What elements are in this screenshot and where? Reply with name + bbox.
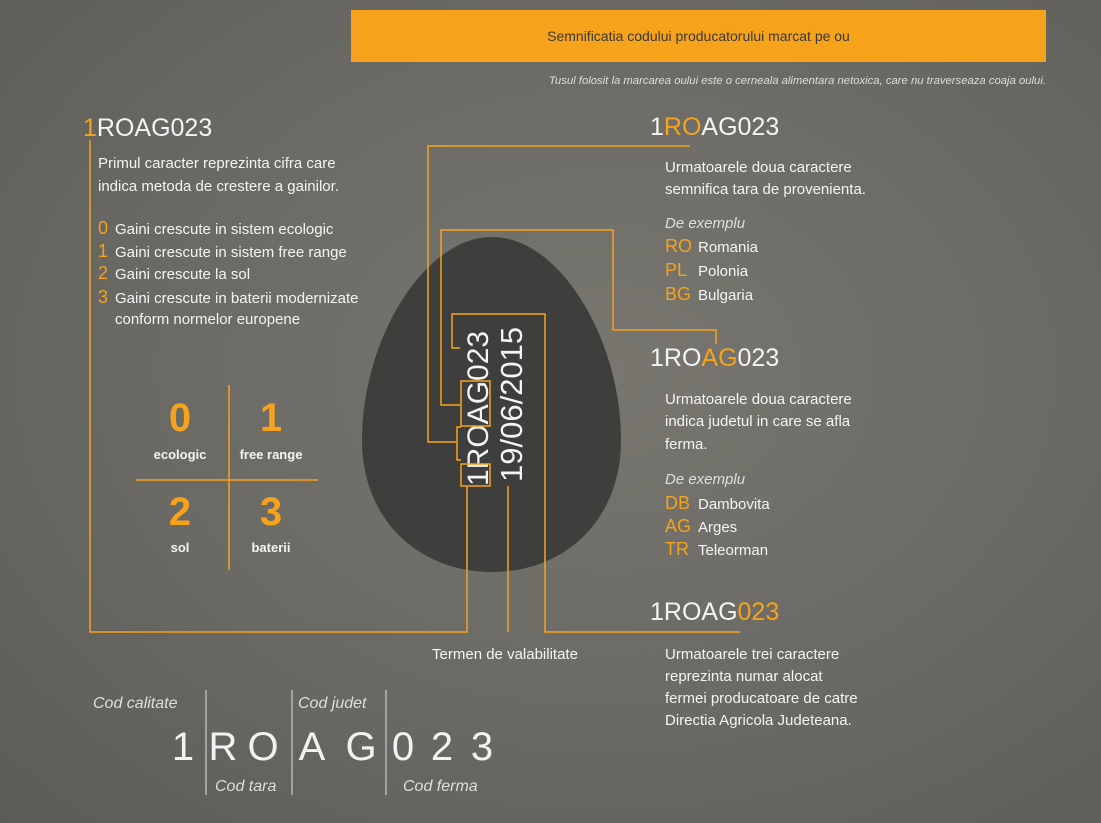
farm-description-line: Directia Agricola Judeteana. xyxy=(665,712,852,729)
method-digit: 3 xyxy=(98,287,109,307)
grid-digit-sol: 2 xyxy=(168,490,192,534)
farm-description-line: Urmatoarele trei caractere xyxy=(665,646,840,663)
country-code: BG xyxy=(665,284,692,304)
grid-label-baterii: baterii xyxy=(251,540,291,555)
heading-after: AG023 xyxy=(701,113,780,141)
legend-char: O xyxy=(247,725,279,769)
method-item xyxy=(98,262,250,286)
country-name: Polonia xyxy=(698,263,749,280)
farm-heading xyxy=(650,597,779,627)
egg-code-text: 1ROAG023 xyxy=(462,330,495,486)
country-example xyxy=(665,259,748,283)
heading-after: ROAG023 xyxy=(96,114,213,142)
heading-before: 1 xyxy=(650,113,664,141)
method-text: Gaini crescute in sistem ecologic xyxy=(115,221,334,238)
method-text: Gaini crescute in baterii modernizate xyxy=(115,290,359,307)
method-item xyxy=(98,240,347,264)
method-text: Gaini crescute in sistem free range xyxy=(115,244,347,261)
grid-label-sol: sol xyxy=(170,540,190,555)
county-example xyxy=(665,515,737,539)
egg-date-text: 19/06/2015 xyxy=(494,326,529,482)
method-digit: 2 xyxy=(98,263,109,283)
quality-heading xyxy=(83,113,212,143)
method-item xyxy=(98,217,333,241)
legend-char: 3 xyxy=(470,725,494,769)
heading-highlight: RO xyxy=(663,113,702,141)
title-banner: Semnificatia codului producatorului marcat pe ou xyxy=(351,10,1046,62)
grid-digit-ecologic: 0 xyxy=(168,396,192,440)
country-heading xyxy=(650,112,779,142)
heading-before: 1ROAG xyxy=(650,598,738,626)
heading-highlight: AG xyxy=(701,344,738,372)
grid-digit-baterii: 3 xyxy=(259,490,283,534)
farm-description-line: reprezinta numar alocat xyxy=(665,668,823,685)
county-description-line: Urmatoarele doua caractere xyxy=(665,391,852,408)
method-continuation: conform normelor europene xyxy=(115,311,301,328)
country-example xyxy=(665,283,753,307)
heading-highlight: 023 xyxy=(737,598,780,626)
grid-label-free-range: free range xyxy=(239,447,303,462)
method-digit: 0 xyxy=(98,218,109,238)
country-code: PL xyxy=(665,260,688,280)
legend-char: 2 xyxy=(430,725,454,769)
legend-label-country: Cod tara xyxy=(215,778,277,795)
legend-char: G xyxy=(345,725,377,769)
heading-before: 1RO xyxy=(650,344,702,372)
county-description-line: indica judetul in care se afla xyxy=(665,413,851,430)
country-examples-title: De exemplu xyxy=(665,215,746,232)
county-example xyxy=(665,538,768,562)
heading-after: 023 xyxy=(737,344,780,372)
county-name: Dambovita xyxy=(698,496,770,513)
method-item xyxy=(98,286,358,310)
county-name: Arges xyxy=(698,519,738,536)
county-examples-title: De exemplu xyxy=(665,471,746,488)
farm-description-line: fermei producatoare de catre xyxy=(665,690,858,707)
country-name: Bulgaria xyxy=(698,287,754,304)
quality-description-line: indica metoda de crestere a gainilor. xyxy=(98,178,339,195)
county-name: Teleorman xyxy=(698,542,769,559)
legend-char: R xyxy=(208,725,238,769)
country-description-line: Urmatoarele doua caractere xyxy=(665,159,852,176)
ink-note: Tusul folosit la marcarea oului este o cerneala alimentara netoxica, care nu traverseaza coaja oului. xyxy=(548,75,1046,87)
county-code: AG xyxy=(665,516,692,536)
legend-char: 0 xyxy=(391,725,415,769)
county-description-line: ferma. xyxy=(665,436,708,453)
legend-char: 1 xyxy=(171,725,195,769)
grid-label-ecologic: ecologic xyxy=(153,447,207,462)
country-name: Romania xyxy=(698,239,759,256)
grid-digit-free-range: 1 xyxy=(259,396,283,440)
county-example xyxy=(665,492,770,516)
country-description-line: semnifica tara de provenienta. xyxy=(665,181,866,198)
county-heading xyxy=(650,343,779,373)
country-example xyxy=(665,235,758,259)
method-text: Gaini crescute la sol xyxy=(115,266,251,283)
legend-label-county: Cod judet xyxy=(298,695,367,712)
method-digit: 1 xyxy=(98,241,109,261)
county-code: DB xyxy=(665,493,691,513)
country-code: RO xyxy=(665,236,692,256)
legend-char: A xyxy=(298,725,326,769)
county-code: TR xyxy=(665,539,689,559)
expiry-label: Termen de valabilitate xyxy=(432,646,578,663)
heading-highlight: 1 xyxy=(83,114,97,142)
legend-label-quality: Cod calitate xyxy=(93,695,178,712)
quality-description-line: Primul caracter reprezinta cifra care xyxy=(98,155,336,172)
legend-label-farm: Cod ferma xyxy=(403,778,478,795)
